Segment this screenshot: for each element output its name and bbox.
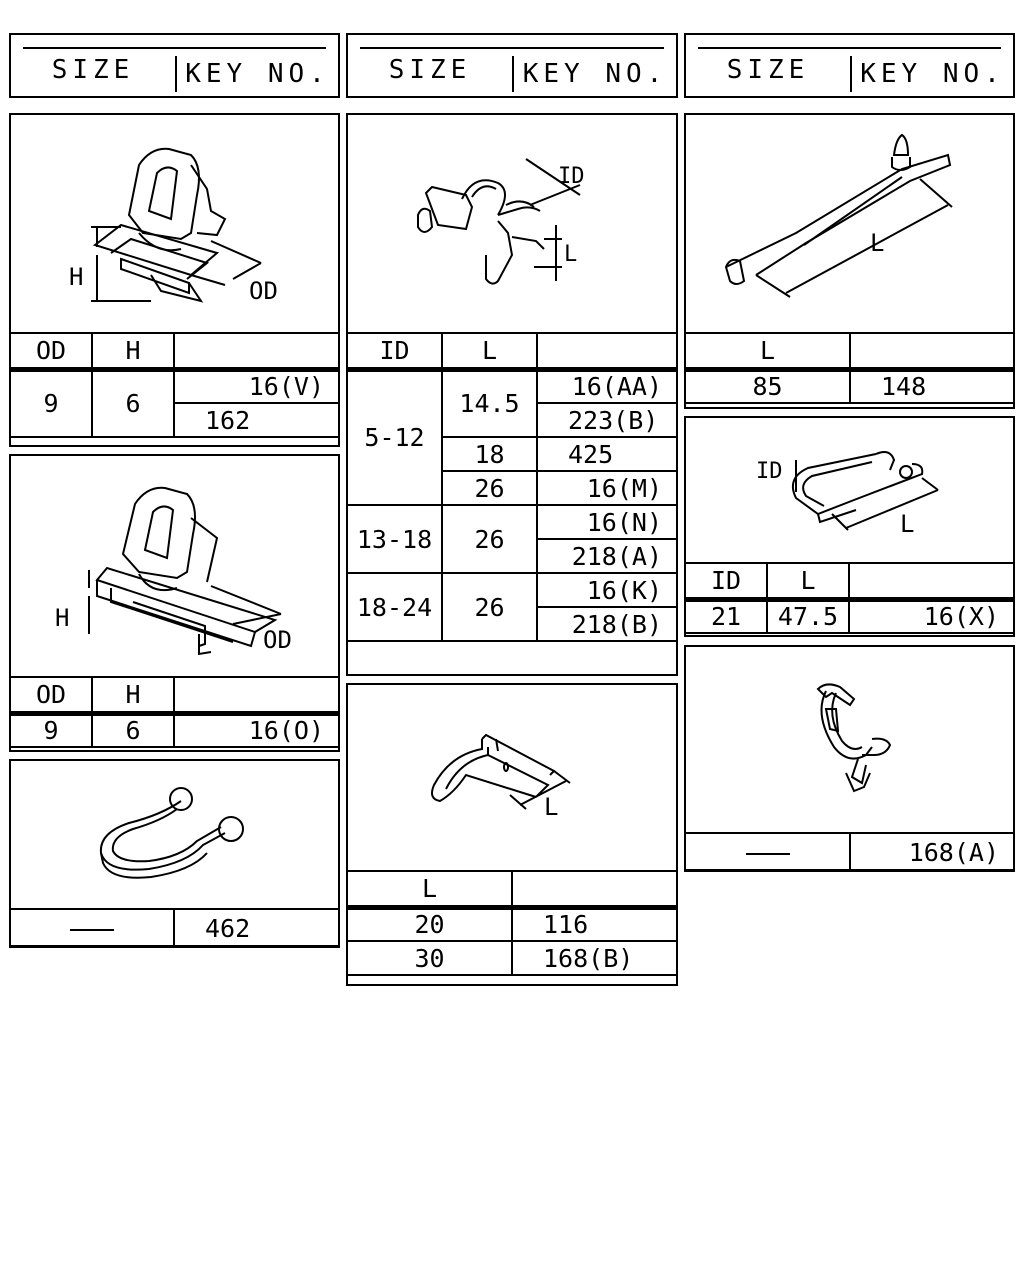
fir-tree-clamp-drawing [686, 647, 1013, 833]
key-no-header: KEY NO. [512, 56, 676, 92]
size-header: SIZE [51, 54, 135, 85]
key-no-cell: 218(B) [537, 607, 677, 641]
col-od: OD [10, 333, 92, 369]
cell-l: 47.5 [767, 599, 849, 633]
panel-strap [684, 113, 1015, 409]
loop-clip-table [9, 908, 340, 948]
panel-bent-tab [346, 683, 678, 986]
dim-id-label: ID [558, 164, 585, 189]
key-no-cell: 16(O) [174, 713, 339, 747]
u-clip-table [684, 562, 1015, 634]
cell-l: 20 [347, 907, 512, 941]
clip-b-drawing [11, 456, 338, 674]
u-clip-drawing [686, 418, 1013, 564]
col-l: L [685, 333, 850, 369]
dim-od-label: OD [263, 626, 292, 654]
dim-l-label: L [564, 242, 578, 267]
panel-u-clip [684, 416, 1015, 637]
dim-l-label: L [544, 793, 559, 821]
panel-loop-clip [9, 759, 340, 947]
pipe-clamp-drawing [348, 115, 676, 333]
key-no-cell: 16(AA) [537, 369, 677, 403]
cell-id: 18-24 [347, 573, 442, 641]
col-l: L [767, 563, 849, 599]
panel-fir-tree-clamp [684, 645, 1015, 871]
clip-a-table [9, 332, 340, 438]
no-size-dash [70, 929, 114, 931]
cell-id: 21 [685, 599, 767, 633]
key-no-cell: 16(X) [849, 599, 1014, 633]
cell-l: 26 [442, 471, 537, 505]
col-l: L [442, 333, 537, 369]
dim-l-label: L [870, 229, 885, 257]
key-no-cell: 116 [512, 907, 677, 941]
pipe-clamp-table [346, 332, 678, 642]
bent-tab-table [346, 870, 678, 976]
strap-table [684, 332, 1015, 404]
header-left [9, 33, 340, 98]
key-no-cell: 148 [850, 369, 1014, 403]
fir-tree-clamp-table [684, 832, 1015, 872]
col-id: ID [685, 563, 767, 599]
col-h: H [92, 677, 174, 713]
cell-l: 26 [442, 505, 537, 573]
cell-od: 9 [10, 713, 92, 747]
no-size-dash [746, 853, 790, 855]
col-l: L [347, 871, 512, 907]
dim-h-label: H [55, 604, 70, 632]
cell-l: 30 [347, 941, 512, 975]
cell-l: 26 [442, 573, 537, 641]
col-od: OD [10, 677, 92, 713]
panel-pipe-clamp [346, 113, 678, 676]
cell-od: 9 [10, 369, 92, 437]
header-right [684, 33, 1015, 98]
clip-b-table [9, 676, 340, 748]
dim-id-label: ID [756, 459, 783, 484]
dim-l-label: L [900, 510, 915, 538]
col-id: ID [347, 333, 442, 369]
panel-clip-a [9, 113, 340, 447]
strap-drawing [686, 115, 1013, 333]
cell-id: 5-12 [347, 369, 442, 505]
key-no-cell: 16(V) [174, 369, 339, 403]
key-no-cell: 218(A) [537, 539, 677, 573]
size-header: SIZE [388, 54, 472, 85]
cell-h: 6 [92, 713, 174, 747]
bent-tab-drawing [348, 685, 676, 871]
panel-clip-b [9, 454, 340, 752]
loop-clip-drawing [11, 761, 338, 911]
key-no-cell: 168(A) [850, 833, 1014, 871]
key-no-cell: 162 [174, 403, 339, 437]
clip-a-drawing [11, 115, 338, 333]
col-h: H [92, 333, 174, 369]
dim-h-label: H [69, 263, 84, 291]
key-no-cell: 168(B) [512, 941, 677, 975]
key-no-cell: 16(K) [537, 573, 677, 607]
key-no-cell: 223(B) [537, 403, 677, 437]
cell-l: 85 [685, 369, 850, 403]
size-header: SIZE [726, 54, 810, 85]
dim-od-label: OD [249, 277, 278, 305]
header-middle [346, 33, 678, 98]
cell-id: 13-18 [347, 505, 442, 573]
key-no-header: KEY NO. [175, 56, 338, 92]
key-no-cell: 425 [537, 437, 677, 471]
key-no-header: KEY NO. [850, 56, 1013, 92]
cell-l: 14.5 [442, 369, 537, 437]
key-no-cell: 462 [174, 909, 339, 947]
cell-l: 18 [442, 437, 537, 471]
key-no-cell: 16(N) [537, 505, 677, 539]
key-no-cell: 16(M) [537, 471, 677, 505]
cell-h: 6 [92, 369, 174, 437]
